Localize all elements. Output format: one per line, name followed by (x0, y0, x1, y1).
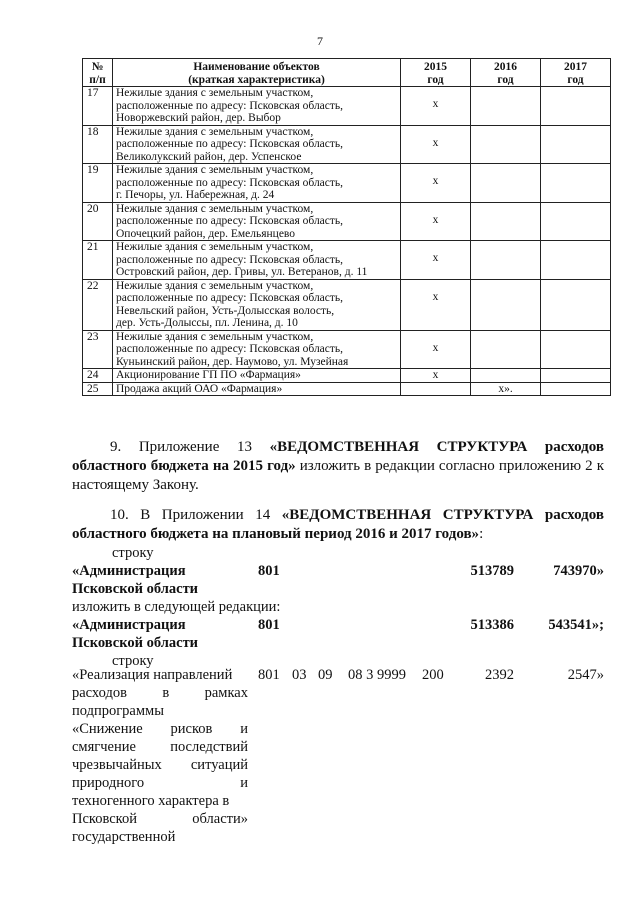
entry3-line: техногенного характера в (72, 793, 230, 809)
row-number: 17 (83, 87, 113, 126)
cell-y2015: х (401, 241, 471, 280)
table-row (83, 87, 611, 126)
description-line: расположенные по адресу: Псковская область, (116, 253, 344, 266)
cell-y2017 (541, 87, 611, 126)
cell-y2016 (471, 87, 541, 126)
cell-y2015: х (401, 202, 471, 241)
entry1-value-2016: 513789 (470, 563, 514, 579)
cell-y2017 (541, 279, 611, 330)
table-row (83, 382, 611, 396)
cell-y2016 (471, 330, 541, 369)
cell-y2017 (541, 369, 611, 383)
entry3-line: государственной (72, 829, 176, 845)
objects-table (82, 58, 611, 396)
cell-y2017 (541, 202, 611, 241)
description-line: дер. Усть-Долыссы, пл. Ленина, д. 10 (116, 317, 298, 329)
row-description (113, 369, 401, 383)
entry3-ved: 801 (258, 667, 280, 683)
row-number: 22 (83, 279, 113, 330)
cell-y2017 (541, 164, 611, 203)
description-line: Нежилые здания с земельным участком, (116, 125, 314, 138)
entry3-csr: 08 3 9999 (348, 667, 406, 683)
cell-y2015: х (401, 330, 471, 369)
description-line: Островский район, дер. Гривы, ул. Ветеранов, д. 11 (116, 266, 368, 278)
cell-y2016 (471, 369, 541, 383)
row-description (113, 164, 401, 203)
description-line: Нежилые здания с земельным участком, (116, 241, 314, 253)
table-row (83, 241, 611, 280)
row-description (113, 87, 401, 126)
entry1-name-line1: «Администрация (72, 563, 186, 579)
header-name: Наименование объектов (краткая характеристика) (113, 59, 401, 87)
row-number: 23 (83, 330, 113, 369)
entry3-line: Псковской области» (72, 811, 248, 827)
cell-y2016 (471, 202, 541, 241)
cell-y2015: х (401, 369, 471, 383)
entry2-value-2016: 513386 (470, 617, 514, 633)
cell-y2015: х (401, 164, 471, 203)
entry3-rz: 03 (292, 667, 307, 683)
cell-y2015: х (401, 279, 471, 330)
description-line: Нежилые здания с земельным участком, (116, 202, 314, 215)
cell-y2015 (401, 382, 471, 396)
table-row (83, 279, 611, 330)
entry3-line: расходов в рамках (72, 685, 248, 701)
row-number: 19 (83, 164, 113, 203)
row-number: 24 (83, 369, 113, 383)
header-2015: 2015 год (401, 59, 471, 87)
row-description (113, 125, 401, 164)
cell-y2016 (471, 125, 541, 164)
table-row (83, 202, 611, 241)
cell-y2015: х (401, 125, 471, 164)
table-row (83, 330, 611, 369)
description-line: расположенные по адресу: Псковская область, (116, 292, 344, 304)
entry3-value-2017: 2547» (567, 667, 604, 683)
description-line: расположенные по адресу: Псковская область, (116, 138, 344, 150)
table-row (83, 164, 611, 203)
description-line: расположенные по адресу: Псковская область, (116, 99, 344, 112)
cell-y2016: х». (471, 382, 541, 396)
entry1-value-2017: 743970» (553, 563, 604, 579)
entry3-pr: 09 (318, 667, 333, 683)
description-line: расположенные по адресу: Псковская область, (116, 343, 344, 355)
entry3-line: «Снижение рисков и (72, 721, 248, 737)
row-number: 25 (83, 382, 113, 396)
description-line: г. Печоры, ул. Набережная, д. 24 (116, 189, 275, 201)
description-line: Опочецкий район, дер. Емельянцево (116, 227, 296, 240)
entry3-line: природного и (72, 775, 248, 791)
description-line: Великолукский район, дер. Успенское (116, 150, 302, 163)
izlozhit-label: изложить в следующей редакции: (72, 599, 281, 615)
row-description (113, 279, 401, 330)
row-number: 18 (83, 125, 113, 164)
table-row (83, 125, 611, 164)
entry3-description (72, 666, 248, 846)
description-line: Нежилые здания с земельным участком, (116, 330, 314, 343)
description-line: Нежилые здания с земельным участком, (116, 279, 314, 292)
row-description (113, 241, 401, 280)
table-row (83, 369, 611, 383)
cell-y2016 (471, 241, 541, 280)
row-number: 21 (83, 241, 113, 280)
entry3-line: чрезвычайных ситуаций (72, 757, 248, 773)
table-header (83, 59, 611, 87)
row-description (113, 382, 401, 396)
header-2016: 2016 год (471, 59, 541, 87)
entry2-value-2017: 543541»; (548, 617, 604, 633)
entry1-code: 801 (258, 563, 280, 579)
description-line: Нежилые здания с земельным участком, (116, 164, 314, 176)
cell-y2017 (541, 330, 611, 369)
entry3-line: смягчение последствий (72, 739, 248, 755)
description-line: Акционирование ГП ПО «Фармация» (116, 369, 301, 381)
description-line: Невельский район, Усть-Долысская волость, (116, 304, 335, 317)
cell-y2016 (471, 279, 541, 330)
page-number: 7 (317, 34, 323, 48)
header-2017: 2017 год (541, 59, 611, 87)
row-description (113, 202, 401, 241)
cell-y2015: х (401, 87, 471, 126)
description-line: Продажа акций ОАО «Фармация» (116, 382, 283, 395)
row-number: 20 (83, 202, 113, 241)
entry3-line: «Реализация направлений (72, 667, 233, 683)
paragraph-9: 9. Приложение 13 «ВЕДОМСТВЕННАЯ СТРУКТУРА расходов областного бюджета на 2015 год» изложить в редакции согласно приложению 2 к настоящему Закону. (72, 439, 605, 493)
header-num: № п/п (83, 59, 113, 87)
entry3-line: подпрограммы (72, 703, 164, 719)
description-line: Нежилые здания с земельным участком, (116, 87, 314, 99)
cell-y2017 (541, 241, 611, 280)
entry2-name-line2: Псковской области (72, 635, 199, 651)
entry2-code: 801 (258, 617, 280, 633)
cell-y2017 (541, 125, 611, 164)
stroku-label-1: строку (112, 545, 154, 561)
description-line: расположенные по адресу: Псковская область, (116, 176, 344, 189)
stroku-label-2: строку (112, 653, 154, 669)
cell-y2017 (541, 382, 611, 396)
description-line: Куньинский район, дер. Наумово, ул. Музейная (116, 355, 349, 368)
entry3-value-2016: 2392 (485, 667, 514, 683)
cell-y2016 (471, 164, 541, 203)
description-line: расположенные по адресу: Псковская область, (116, 215, 344, 227)
entry2-name-line1: «Администрация (72, 617, 186, 633)
entry1-name-line2: Псковской области (72, 581, 199, 597)
description-line: Новоржевский район, дер. Выбор (116, 112, 281, 124)
entry3-vr: 200 (422, 667, 444, 683)
paragraph-10: 10. В Приложении 14 «ВЕДОМСТВЕННАЯ СТРУКТУРА расходов областного бюджета на плановый период 2016 и 2017 годов»: (72, 507, 604, 542)
row-description (113, 330, 401, 369)
